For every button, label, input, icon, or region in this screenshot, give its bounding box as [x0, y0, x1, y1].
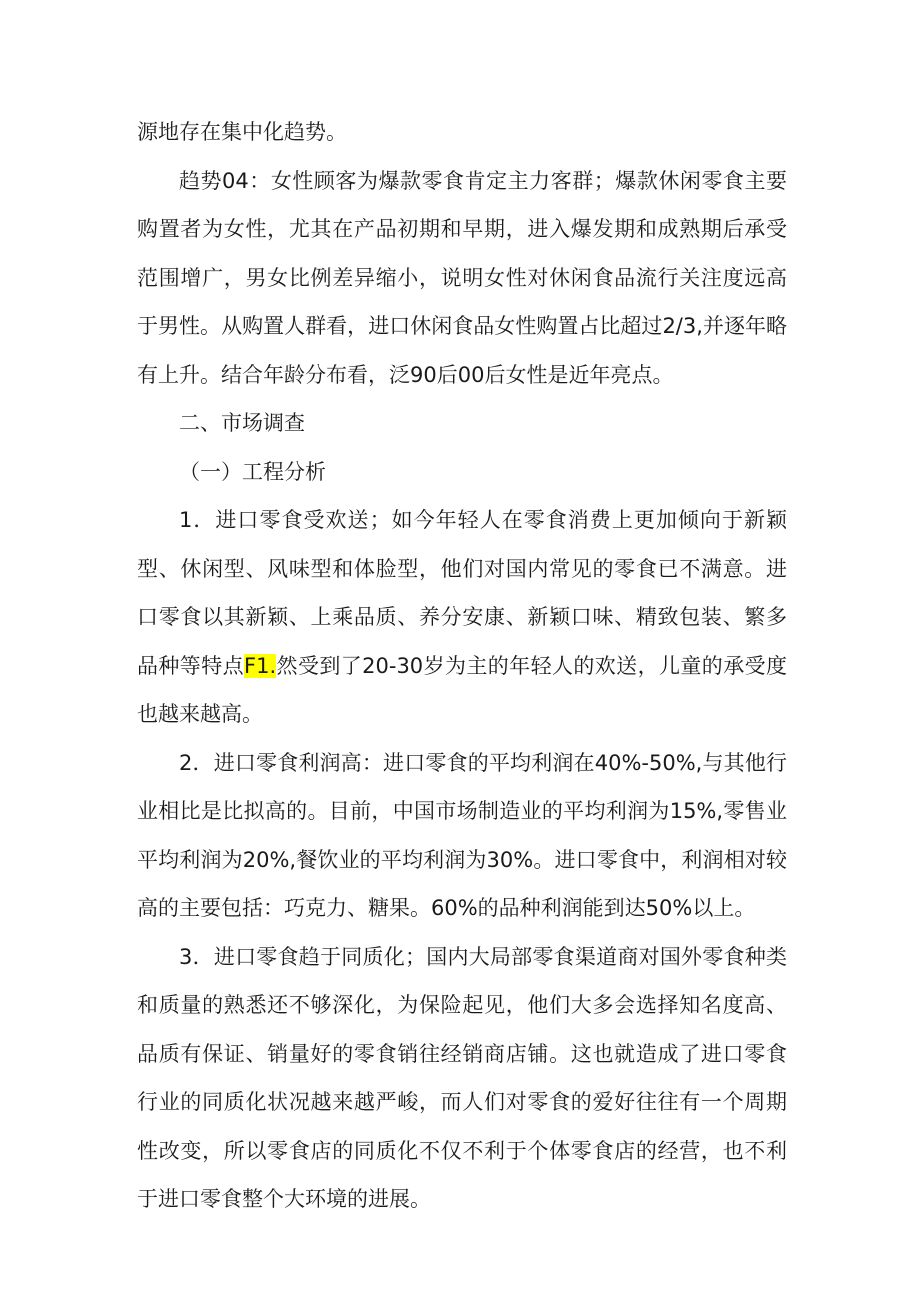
list-item-1 — [137, 496, 787, 739]
subsection-heading-project-analysis: （一）工程分析 — [179, 459, 326, 484]
document-body — [137, 108, 787, 1224]
list-item-2: 2．进口零食利润高：进口零食的平均利润在40%-50%,与其他行业相比是比拟高的。目前，中国市场制造业的平均利润为15%,零售业平均利润为20%,餐饮业的平均利润为30%。进口零食中，利润相对较高的主要包括：巧克力、糖果。60%的品种利润能到达50%以上。 — [137, 750, 787, 920]
paragraph-continuation: 源地存在集中化趋势。 — [137, 120, 347, 144]
highlighted-marker: F1. — [244, 653, 277, 678]
paragraph-trend-04: 趋势04：女性顾客为爆款零食肯定主力客群；爆款休闲零食主要购置者为女性，尤其在产品初期和早期，进入爆发期和成熟期后承受范围增广，男女比例差异缩小，说明女性对休闲食品流行关注度远高于男性。从购置人群看，进口休闲食品女性购置占比超过2/3,并逐年略有上升。结合年龄分布看，泛90后00后女性是近年亮点。 — [137, 168, 787, 387]
list-item-3: 3．进口零食趋于同质化；国内大局部零食渠道商对国外零食种类和质量的熟悉还不够深化，为保险起见，他们大多会选择知名度高、品质有保证、销量好的零食销往经销商店铺。这也就造成了进口零食行业的同质化状况越来越严峻，而人们对零食的爱好往往有一个周期性改变，所以零食店的同质化不仅不利于个体零食店的经营，也不利于进口零食整个大环境的进展。 — [137, 944, 787, 1211]
section-heading-market-survey: 二、市场调查 — [179, 411, 305, 435]
list-item-1-text-continued: 然受到了20-30岁为主的年轻人的欢送，儿童的承受度也越来越高。 — [137, 653, 787, 726]
list-item-1-text: 1．进口零食受欢送；如今年轻人在零食消费上更加倾向于新颖型、休闲型、风味型和体脸型，他们对国内常见的零食已不满意。进口零食以其新颖、上乘品质、养分安康、新颖口味、精致包装、繁多品种等特点 — [137, 508, 787, 678]
